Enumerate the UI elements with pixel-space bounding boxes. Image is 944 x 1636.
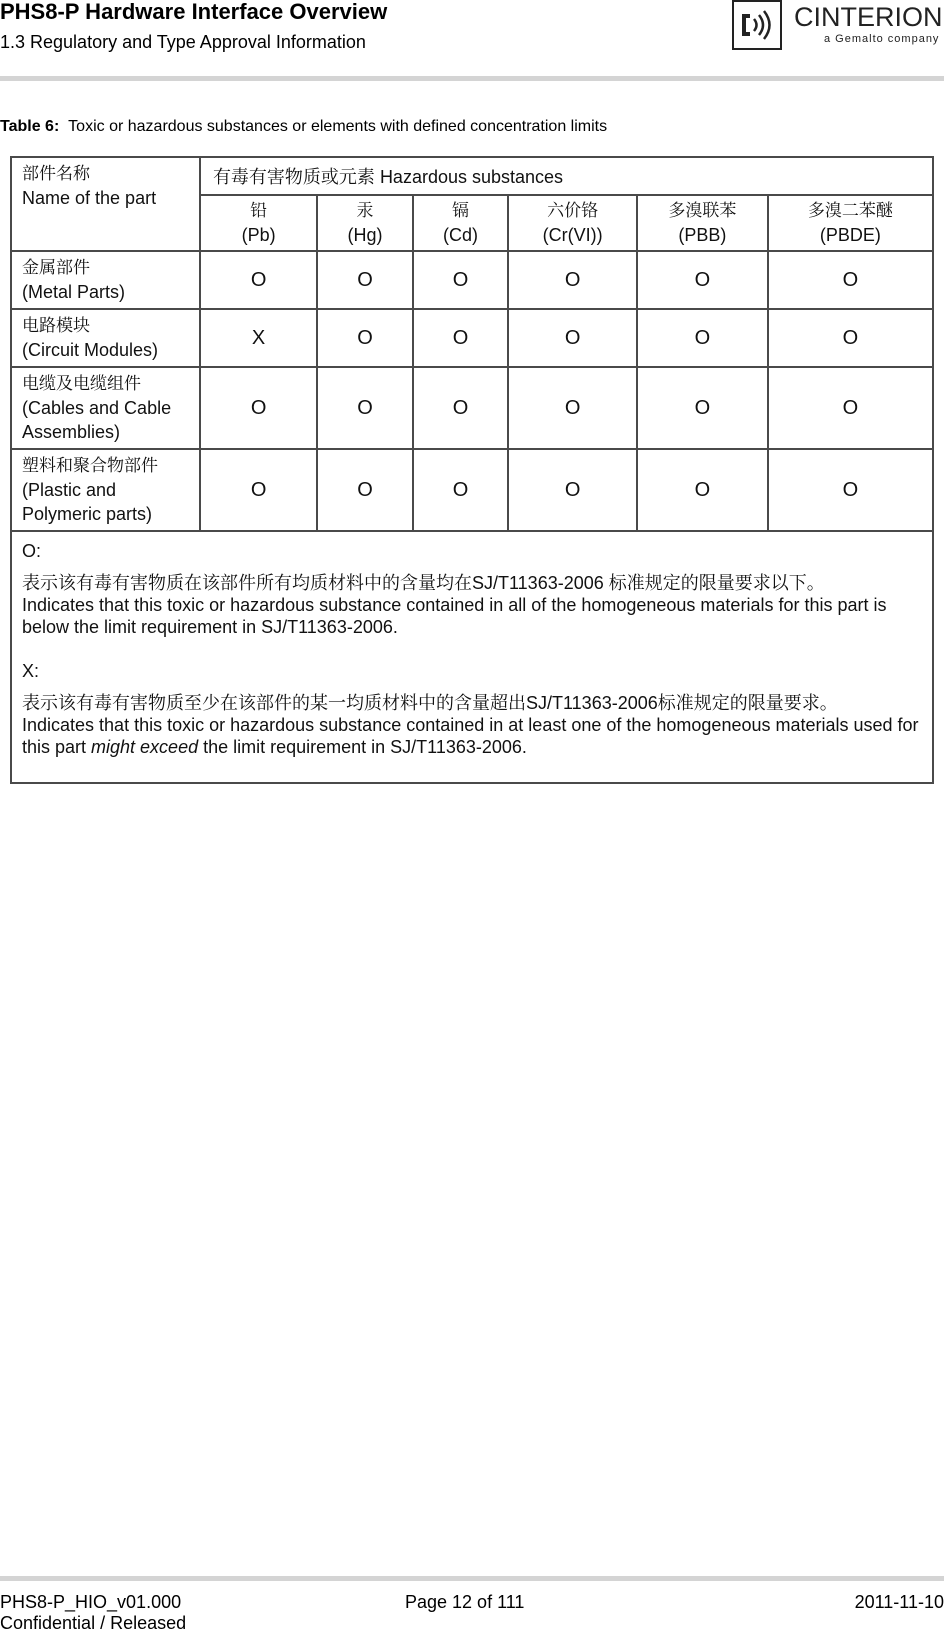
- legend-x-en: [22, 714, 922, 758]
- part-name-en: (Plastic and Polymeric parts): [22, 480, 153, 524]
- part-name-cn: 金属部件: [22, 258, 90, 277]
- part-name-header-cn: 部件名称: [22, 164, 90, 183]
- part-name-cn: 塑料和聚合物部件: [22, 456, 158, 475]
- part-name-cell: [11, 309, 200, 367]
- compliance-mark: O: [317, 449, 413, 531]
- substance-name-cn: 镉: [452, 201, 469, 220]
- substance-name-cn: 多溴二苯醚: [807, 201, 893, 220]
- compliance-mark: O: [413, 251, 509, 309]
- substance-symbol: (Pb): [241, 225, 276, 245]
- logo-tagline: a Gemalto company: [824, 33, 940, 45]
- legend-o-en: Indicates that this toxic or hazardous substance contained in all of the homogeneous materials for this part is below the limit requirement in SJ/T11363-2006.: [22, 595, 887, 637]
- compliance-mark: O: [200, 251, 317, 309]
- substance-symbol: (Hg): [347, 225, 383, 245]
- compliance-mark: O: [508, 449, 637, 531]
- cinterion-logo: [732, 0, 944, 54]
- compliance-mark: O: [637, 251, 768, 309]
- table-caption-text: Toxic or hazardous substances or elements with defined concentration limits: [68, 118, 608, 135]
- part-name-cell: [11, 367, 200, 449]
- header-divider: [0, 76, 944, 81]
- substance-name-cn: 铅: [250, 201, 268, 220]
- footer-doc-id: PHS8-P_HIO_v01.000: [0, 1592, 182, 1612]
- compliance-mark: O: [317, 309, 413, 367]
- substance-symbol: (PBDE): [819, 225, 881, 245]
- table-caption: [0, 117, 607, 137]
- footer-date: 2011-11-10: [854, 1592, 944, 1612]
- substance-header: [413, 195, 509, 251]
- compliance-mark: O: [768, 367, 933, 449]
- footer-page-number: Page 12 of 111: [405, 1592, 525, 1612]
- document-title: PHS8-P Hardware Interface Overview: [0, 0, 388, 24]
- compliance-mark: O: [768, 251, 933, 309]
- substance-symbol: (Cr(VI)): [542, 225, 603, 245]
- compliance-mark: O: [637, 309, 768, 367]
- substance-header: [768, 195, 933, 251]
- legend-x-symbol: X:: [22, 661, 40, 681]
- section-title: 1.3 Regulatory and Type Approval Information: [0, 32, 366, 52]
- substance-name-cn: 汞: [356, 201, 374, 220]
- legend-x-en-part1: Indicates that this toxic or hazardous substance contained in at least one of the homogeneous materials used for this part: [22, 715, 919, 757]
- table-row: [11, 367, 933, 449]
- legend-o-cn: 表示该有毒有害物质在该部件所有均质材料中的含量均在SJ/T11363-2006 标准规定的限量要求以下。: [22, 573, 825, 593]
- part-name-cell: [11, 251, 200, 309]
- compliance-mark: X: [200, 309, 317, 367]
- signal-waves-icon: [732, 0, 782, 50]
- compliance-mark: O: [317, 367, 413, 449]
- compliance-mark: O: [413, 367, 509, 449]
- table-row: [11, 251, 933, 309]
- substance-symbol: (PBB): [678, 225, 727, 245]
- compliance-mark: O: [508, 251, 637, 309]
- substance-header: [508, 195, 637, 251]
- part-name-cell: [11, 449, 200, 531]
- part-name-cn: 电缆及电缆组件: [22, 374, 141, 393]
- logo-wordmark: CINTERION: [794, 2, 943, 32]
- compliance-mark: O: [508, 367, 637, 449]
- compliance-mark: O: [508, 309, 637, 367]
- compliance-mark: O: [637, 367, 768, 449]
- footer-status: Confidential / Released: [0, 1613, 187, 1633]
- compliance-mark: O: [768, 309, 933, 367]
- compliance-mark: O: [317, 251, 413, 309]
- hazardous-substances-header: 有毒有害物质或元素 Hazardous substances: [200, 157, 933, 195]
- legend-x-en-part2: the limit requirement in SJ/T11363-2006.: [198, 737, 527, 757]
- part-name-header: [11, 157, 200, 251]
- substance-header: [317, 195, 413, 251]
- table-row: [11, 309, 933, 367]
- compliance-mark: O: [200, 367, 317, 449]
- footer-divider: [0, 1576, 944, 1581]
- table-row: [11, 449, 933, 531]
- substance-header: [200, 195, 317, 251]
- part-name-en: (Cables and Cable Assemblies): [22, 398, 172, 442]
- table-caption-label: Table 6:: [0, 118, 60, 135]
- legend-x-en-emphasis: might exceed: [91, 737, 199, 757]
- substance-name-cn: 多溴联苯: [668, 201, 737, 220]
- legend-o-symbol: O:: [22, 541, 42, 561]
- substance-symbol: (Cd): [443, 225, 478, 245]
- compliance-mark: O: [637, 449, 768, 531]
- legend-notes: [11, 531, 933, 783]
- part-name-en: (Circuit Modules): [22, 340, 159, 360]
- legend-x-cn: 表示该有毒有害物质至少在该部件的某一均质材料中的含量超出SJ/T11363-2006标准规定的限量要求。: [22, 693, 838, 713]
- hazardous-substances-table: [10, 156, 934, 784]
- substance-name-cn: 六价铬: [547, 201, 599, 220]
- part-name-en: (Metal Parts): [22, 282, 126, 302]
- compliance-mark: O: [768, 449, 933, 531]
- part-name-header-en: Name of the part: [22, 188, 157, 208]
- compliance-mark: O: [413, 309, 509, 367]
- part-name-cn: 电路模块: [22, 316, 90, 335]
- compliance-mark: O: [200, 449, 317, 531]
- substance-header: [637, 195, 768, 251]
- compliance-mark: O: [413, 449, 509, 531]
- legend-row: [11, 531, 933, 783]
